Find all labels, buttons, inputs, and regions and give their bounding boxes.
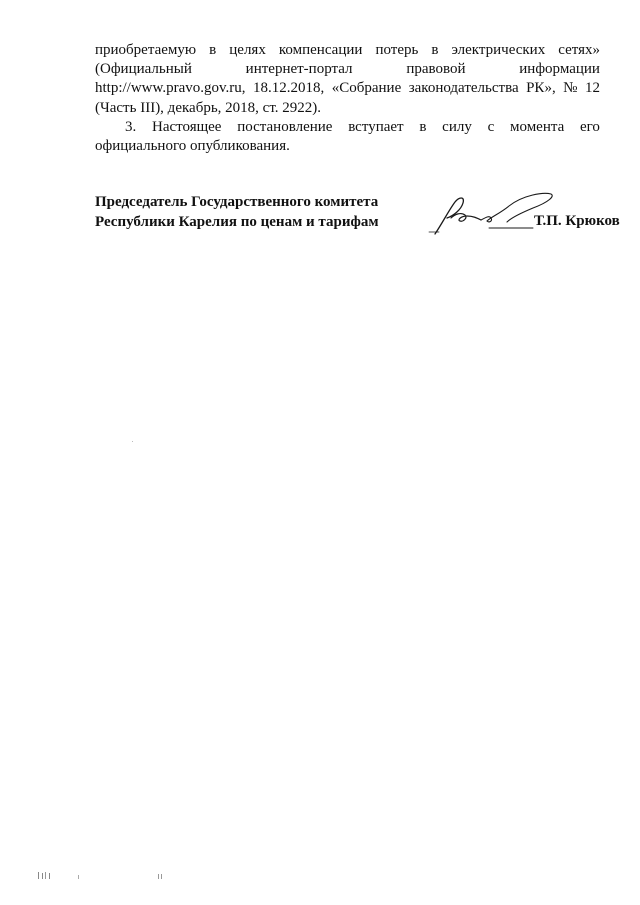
word: с [487, 118, 495, 135]
word: «Собрание [331, 80, 402, 97]
document-body [95, 41, 600, 156]
word: 3. [125, 118, 137, 135]
word: в [431, 42, 439, 58]
word: в [419, 118, 427, 135]
text-line-3 [95, 79, 600, 98]
word: 12 [584, 80, 600, 97]
word: сетях» [558, 42, 600, 58]
word: РК», [526, 80, 556, 97]
word: интернет-портал [245, 61, 353, 78]
word: постановление [237, 118, 333, 135]
word: № [563, 80, 578, 97]
scan-artifact-marks [36, 870, 166, 882]
text-line-2 [95, 60, 600, 79]
word: потерь [375, 42, 419, 58]
position-line-2: Республики Карелия по ценам и тарифам [95, 213, 379, 230]
word: компенсации [278, 42, 363, 58]
word: вступает [348, 118, 404, 135]
scan-speck [132, 441, 133, 442]
word: http://www.pravo.gov.ru, [95, 80, 246, 97]
word: его [580, 118, 600, 135]
word: (Официальный [95, 61, 192, 78]
text-line-1 [95, 41, 600, 60]
word: силу [442, 118, 472, 135]
word: Настоящее [151, 118, 222, 135]
word: 18.12.2018, [253, 80, 325, 97]
signer-name: Т.П. Крюков [534, 213, 620, 229]
word: приобретаемую [95, 42, 197, 58]
text-line-4: (Часть III), декабрь, 2018, ст. 2922). [95, 99, 321, 116]
word: правовой [406, 61, 466, 78]
position-line-1: Председатель Государственного комитета [95, 194, 379, 210]
word: информации [519, 61, 600, 78]
word: целях [229, 42, 266, 58]
word: в [209, 42, 217, 58]
paragraph-3-line-2: официального опубликования. [95, 137, 290, 154]
word: момента [509, 118, 565, 135]
word: электрических [451, 42, 546, 58]
word: законодательства [408, 80, 519, 97]
paragraph-3-line-1 [95, 118, 600, 137]
signatory-position [95, 193, 379, 232]
